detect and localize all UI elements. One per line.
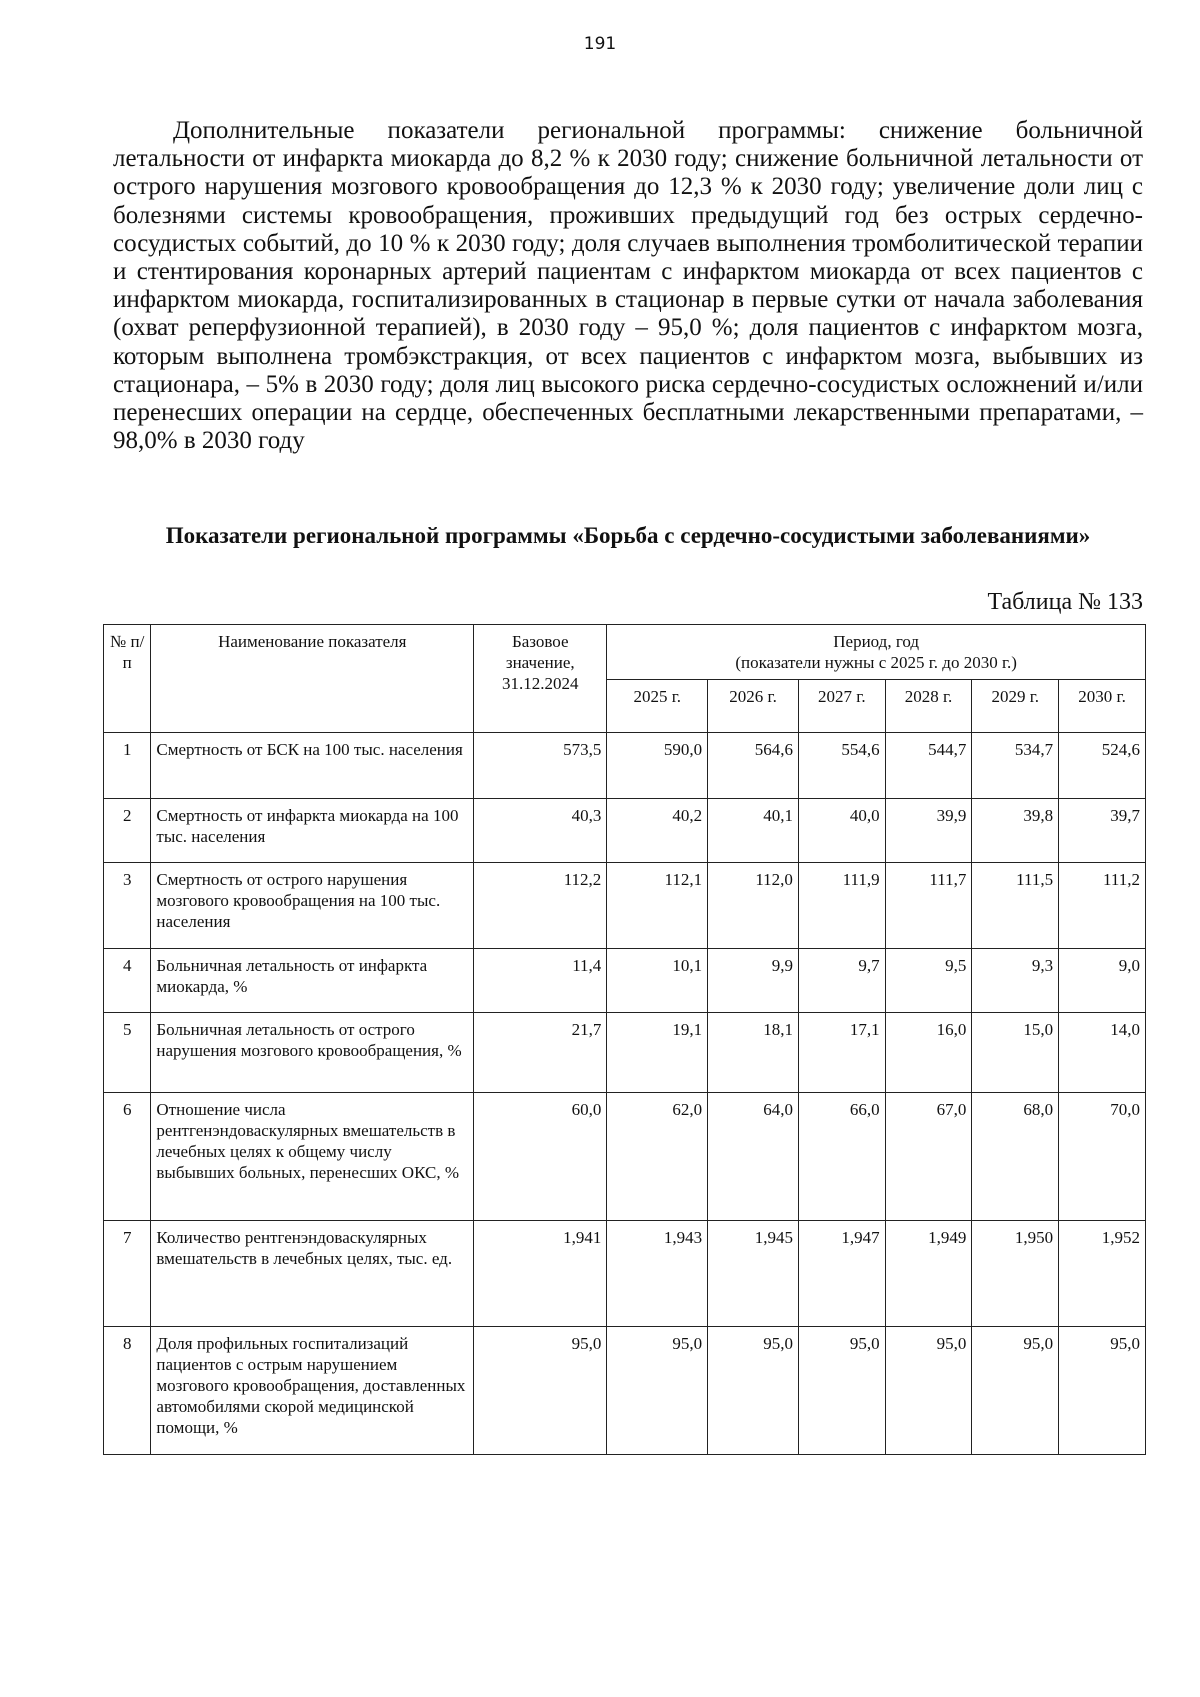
year-value: 554,6 (798, 733, 885, 799)
year-value: 95,0 (708, 1327, 799, 1455)
year-value: 39,8 (972, 799, 1059, 863)
base-value: 60,0 (474, 1093, 607, 1221)
year-value: 524,6 (1059, 733, 1146, 799)
year-value: 9,9 (708, 949, 799, 1013)
table-row (104, 863, 1146, 949)
year-value: 544,7 (885, 733, 972, 799)
year-value: 95,0 (972, 1327, 1059, 1455)
header-year: 2026 г. (708, 680, 799, 733)
header-period-label: Период, год (833, 632, 920, 651)
indicators-table (103, 624, 1146, 1455)
year-value: 534,7 (972, 733, 1059, 799)
base-value: 95,0 (474, 1327, 607, 1455)
intro-paragraph: Дополнительные показатели региональной программы: снижение больничной летальности от инфаркта миокарда до 8,2 % к 2030 году; снижение больничной летальности от острого нарушения мозгового кровообращения до 12,3 % к 2030 году; увеличение доли лиц с болезнями системы кровообращения, проживших предыдущий год без острых сердечно-сосудистых событий, до 10 % к 2030 году; доля случаев выполнения тромболитической терапии и стентирования коронарных артерий пациентам с инфарктом миокарда от всех пациентов с инфарктом миокарда, госпитализированных в стационар в первые сутки от начала заболевания (охват реперфузионной терапией), в 2030 году – 95,0 %; доля пациентов с инфарктом мозга, которым выполнена тромбэкстракция, от всех пациентов с инфарктом мозга, выбывших из стационара, – 5% в 2030 году; доля лиц высокого риска сердечно-сосудистых осложнений и/или перенесших операции на сердце, обеспеченных бесплатными лекарственными препаратами, – 98,0% в 2030 году (113, 117, 1143, 455)
year-value: 1,950 (972, 1221, 1059, 1327)
year-value: 16,0 (885, 1013, 972, 1093)
year-value: 1,949 (885, 1221, 972, 1327)
indicator-name: Больничная летальность от острого нарушения мозгового кровообращения, % (151, 1013, 474, 1093)
row-number: 4 (104, 949, 151, 1013)
year-value: 1,947 (798, 1221, 885, 1327)
header-row-main (104, 625, 1146, 680)
base-value: 112,2 (474, 863, 607, 949)
year-value: 40,0 (798, 799, 885, 863)
indicator-name: Смертность от инфаркта миокарда на 100 тыс. населения (151, 799, 474, 863)
header-base: Базовое значение, 31.12.2024 (474, 625, 607, 733)
base-value: 21,7 (474, 1013, 607, 1093)
indicator-name: Смертность от БСК на 100 тыс. населения (151, 733, 474, 799)
table-number-label: Таблица № 133 (987, 589, 1143, 615)
header-year: 2030 г. (1059, 680, 1146, 733)
base-value: 1,941 (474, 1221, 607, 1327)
year-value: 39,9 (885, 799, 972, 863)
table-body (104, 733, 1146, 1455)
table-row (104, 1093, 1146, 1221)
table-row (104, 799, 1146, 863)
table-row (104, 1013, 1146, 1093)
base-value: 11,4 (474, 949, 607, 1013)
header-period-note: (показатели нужны с 2025 г. до 2030 г.) (735, 653, 1017, 672)
year-value: 9,7 (798, 949, 885, 1013)
indicator-name: Смертность от острого нарушения мозгового кровообращения на 100 тыс. населения (151, 863, 474, 949)
year-value: 68,0 (972, 1093, 1059, 1221)
year-value: 112,1 (607, 863, 708, 949)
row-number: 2 (104, 799, 151, 863)
header-year: 2027 г. (798, 680, 885, 733)
base-value: 573,5 (474, 733, 607, 799)
year-value: 111,2 (1059, 863, 1146, 949)
table-row (104, 1327, 1146, 1455)
header-num: № п/п (104, 625, 151, 733)
year-value: 19,1 (607, 1013, 708, 1093)
row-number: 3 (104, 863, 151, 949)
page-number: 191 (583, 34, 617, 54)
year-value: 15,0 (972, 1013, 1059, 1093)
base-value: 40,3 (474, 799, 607, 863)
header-period (607, 625, 1146, 680)
year-value: 111,7 (885, 863, 972, 949)
indicator-name: Отношение числа рентгенэндоваскулярных вмешательств в лечебных целях к общему числу выбывших больных, перенесших ОКС, % (151, 1093, 474, 1221)
year-value: 95,0 (607, 1327, 708, 1455)
year-value: 111,5 (972, 863, 1059, 949)
year-value: 9,5 (885, 949, 972, 1013)
header-name: Наименование показателя (151, 625, 474, 733)
year-value: 95,0 (798, 1327, 885, 1455)
row-number: 8 (104, 1327, 151, 1455)
row-number: 5 (104, 1013, 151, 1093)
year-value: 64,0 (708, 1093, 799, 1221)
year-value: 9,3 (972, 949, 1059, 1013)
year-value: 564,6 (708, 733, 799, 799)
indicator-name: Больничная летальность от инфаркта миокарда, % (151, 949, 474, 1013)
year-value: 590,0 (607, 733, 708, 799)
header-year: 2029 г. (972, 680, 1059, 733)
table-row (104, 949, 1146, 1013)
year-value: 1,943 (607, 1221, 708, 1327)
year-value: 66,0 (798, 1093, 885, 1221)
header-year: 2025 г. (607, 680, 708, 733)
year-value: 1,952 (1059, 1221, 1146, 1327)
table-row (104, 1221, 1146, 1327)
table-title: Показатели региональной программы «Борьба с сердечно-сосудистыми заболеваниями» (165, 523, 1091, 548)
year-value: 112,0 (708, 863, 799, 949)
row-number: 6 (104, 1093, 151, 1221)
year-value: 10,1 (607, 949, 708, 1013)
year-value: 95,0 (1059, 1327, 1146, 1455)
indicator-name: Доля профильных госпитализаций пациентов с острым нарушением мозгового кровообращения, доставленных автомобилями скорой медицинской помощи, % (151, 1327, 474, 1455)
year-value: 62,0 (607, 1093, 708, 1221)
year-value: 14,0 (1059, 1013, 1146, 1093)
year-value: 40,1 (708, 799, 799, 863)
year-value: 39,7 (1059, 799, 1146, 863)
header-year: 2028 г. (885, 680, 972, 733)
row-number: 7 (104, 1221, 151, 1327)
year-value: 67,0 (885, 1093, 972, 1221)
year-value: 9,0 (1059, 949, 1146, 1013)
year-value: 70,0 (1059, 1093, 1146, 1221)
year-value: 18,1 (708, 1013, 799, 1093)
year-value: 1,945 (708, 1221, 799, 1327)
year-value: 40,2 (607, 799, 708, 863)
year-value: 95,0 (885, 1327, 972, 1455)
row-number: 1 (104, 733, 151, 799)
table-row (104, 733, 1146, 799)
year-value: 17,1 (798, 1013, 885, 1093)
indicator-name: Количество рентгенэндоваскулярных вмешательств в лечебных целях, тыс. ед. (151, 1221, 474, 1327)
year-value: 111,9 (798, 863, 885, 949)
